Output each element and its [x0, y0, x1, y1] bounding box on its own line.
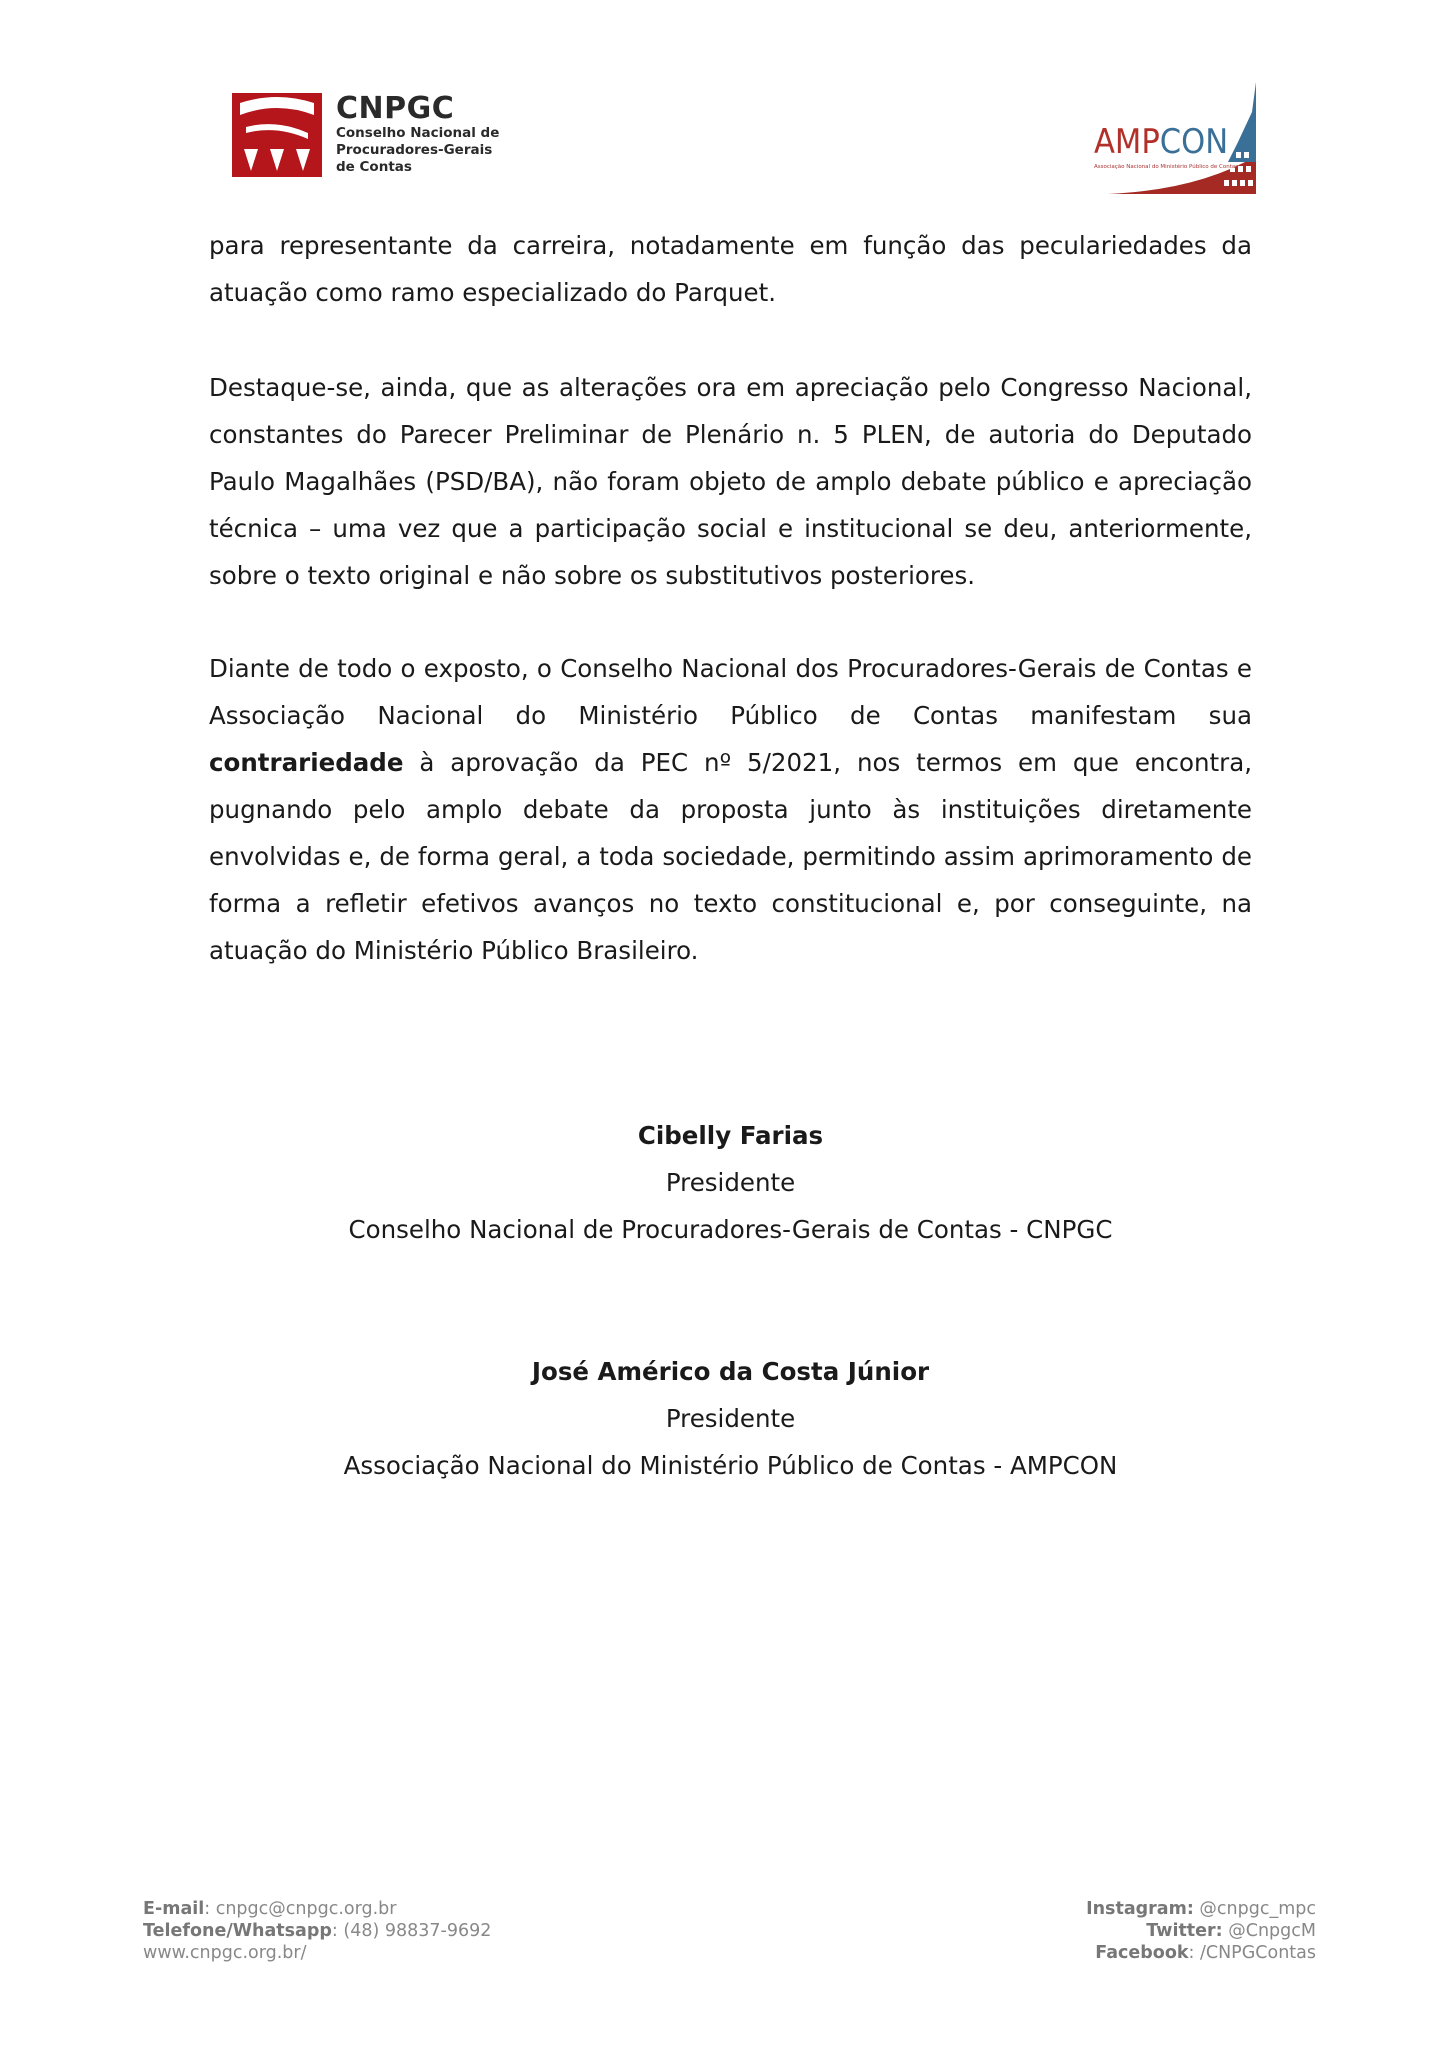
footer-contact [143, 1898, 491, 1964]
paragraph-3-before: Diante de todo o exposto, o Conselho Nacional dos Procuradores-Gerais de Contas e Associação Nacional do Ministério Público de Contas manifestam sua [209, 654, 1252, 730]
cnpgc-name-line-3: de Contas [336, 159, 412, 175]
paragraph-2-text: Destaque-se, ainda, que as alterações ora em apreciação pelo Congresso Nacional, constantes do Parecer Preliminar de Plenário n. 5 PLEN, de autoria do Deputado Paulo Magalhães (PSD/BA), não foram objeto de amplo debate público e apreciação técnica – uma vez que a participação social e institucional se deu, anteriormente, sobre o texto original e não sobre os substitutivos posteriores. [209, 373, 1252, 590]
signatory-organization: Associação Nacional do Ministério Público de Contas - AMPCON [343, 1451, 1118, 1480]
footer-email-value[interactable]: : cnpgc@cnpgc.org.br [204, 1899, 397, 1919]
footer-email [143, 1898, 491, 1920]
footer-instagram-label: Instagram: [1086, 1899, 1194, 1919]
footer-twitter-value[interactable]: @CnpgcM [1222, 1921, 1316, 1941]
paragraph-2 [209, 364, 1252, 599]
footer-twitter-label: Twitter: [1146, 1921, 1223, 1941]
cnpgc-acronym: CNPGC [336, 91, 455, 126]
ampcon-tagline: Associação Nacional do Ministério Público de Contas [1094, 164, 1239, 170]
ampcon-wordmark-amp: AMP [1094, 122, 1160, 162]
footer-facebook-value[interactable]: : /CNPGContas [1188, 1943, 1316, 1963]
footer-phone-label: Telefone/Whatsapp [143, 1921, 332, 1941]
cnpgc-name-line-2: Procuradores-Gerais [336, 142, 493, 158]
paragraph-1 [209, 222, 1252, 316]
signatory-organization: Conselho Nacional de Procuradores-Gerais de Contas - CNPGC [348, 1215, 1113, 1244]
ampcon-wordmark [1094, 122, 1228, 162]
cnpgc-name-line-1: Conselho Nacional de [336, 125, 500, 141]
signature-block-ampcon [209, 1348, 1252, 1489]
footer-instagram [1086, 1898, 1316, 1920]
signatory-role: Presidente [665, 1168, 796, 1197]
footer-phone [143, 1920, 491, 1942]
footer-website-link[interactable]: www.cnpgc.org.br/ [143, 1943, 307, 1963]
paragraph-3 [209, 645, 1252, 974]
footer-facebook-label: Facebook [1095, 1943, 1189, 1963]
footer-facebook [1086, 1942, 1316, 1964]
paragraph-3-text [209, 645, 1252, 974]
footer-phone-value: : (48) 98837-9692 [331, 1921, 492, 1941]
signature-block-cnpgc [209, 1112, 1252, 1253]
paragraph-3-emphasis: contrariedade [209, 748, 404, 777]
footer-social [1086, 1898, 1316, 1964]
cnpgc-emblem-icon [232, 93, 322, 177]
cnpgc-logo [232, 93, 499, 177]
signatory-name: Cibelly Farias [637, 1121, 824, 1150]
footer-twitter [1086, 1920, 1316, 1942]
paragraph-1-text: para representante da carreira, notadamente em função das peculariedades da atuação como ramo especializado do Parquet. [209, 231, 1252, 307]
cnpgc-logo-text [336, 93, 499, 176]
ampcon-wordmark-con: CON [1159, 122, 1229, 162]
signatory-role: Presidente [665, 1404, 796, 1433]
footer-instagram-value[interactable]: @cnpgc_mpc [1193, 1899, 1316, 1919]
footer-email-label: E-mail [143, 1899, 205, 1919]
paragraph-3-after: à aprovação da PEC nº 5/2021, nos termos em que encontra, pugnando pelo amplo debate da proposta junto às instituições diretamente envolvidas e, de forma geral, a toda sociedade, permitindo assim aprimoramento de forma a refletir efetivos avanços no texto constitucional e, por conseguinte, na atuação do Ministério Público Brasileiro. [209, 748, 1252, 965]
signatory-name: José Américo da Costa Júnior [531, 1357, 930, 1386]
ampcon-logo [1088, 82, 1258, 200]
